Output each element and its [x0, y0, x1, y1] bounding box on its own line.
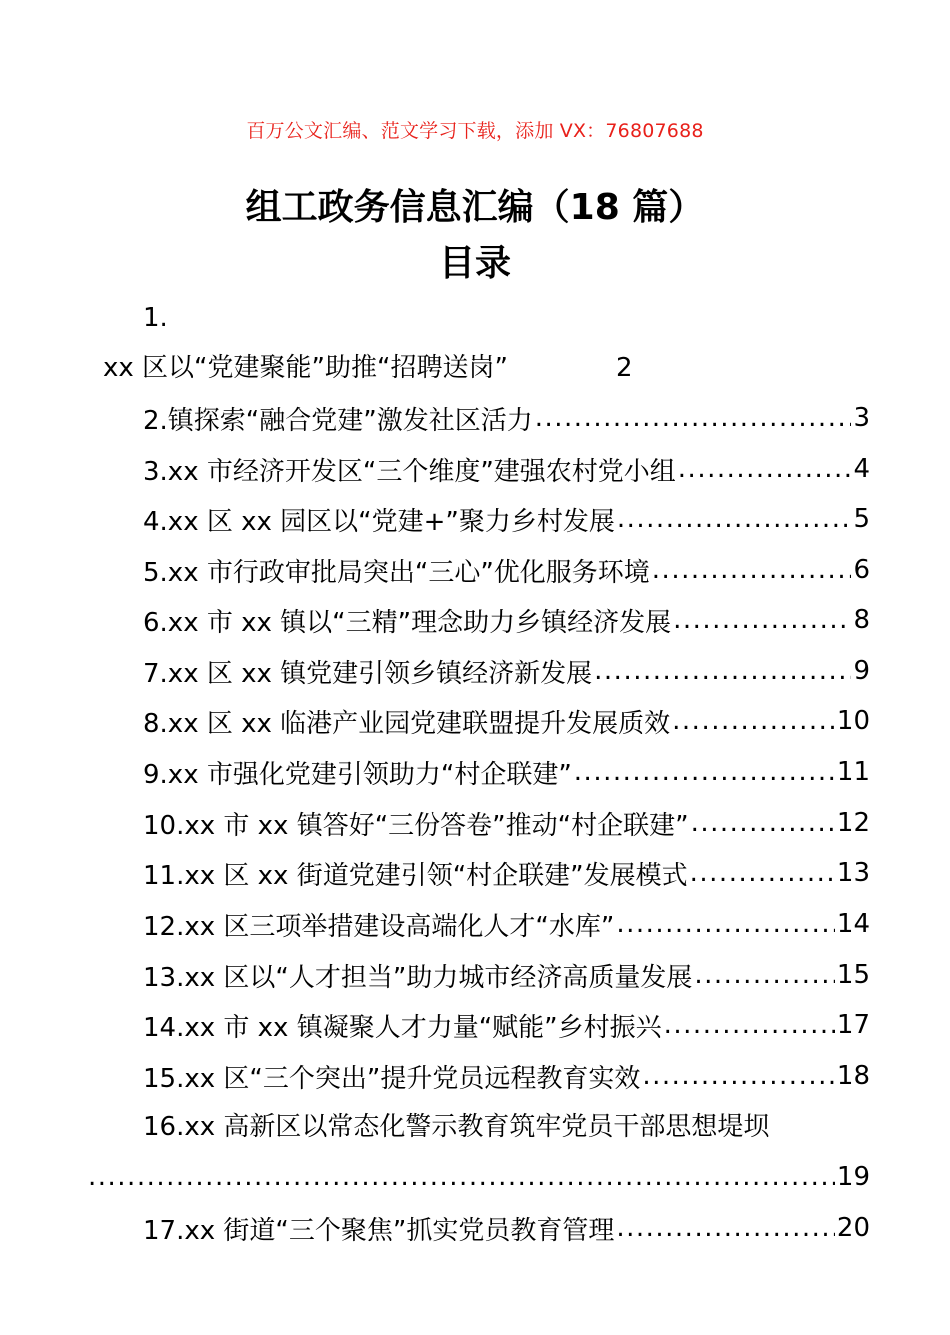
toc-item[interactable] — [143, 752, 870, 792]
toc-leader-dots — [535, 403, 852, 433]
toc-item-page: 12 — [836, 808, 870, 838]
toc-item-1-page: 2 — [616, 353, 633, 383]
toc-leader-dots — [617, 504, 852, 534]
toc-item-label: 9.xx 市强化党建引领助力“村企联建” — [143, 759, 572, 790]
toc-leader-dots — [690, 858, 835, 888]
toc-leader-dots — [691, 808, 835, 838]
toc-item[interactable] — [143, 550, 870, 590]
toc-item-page: 6 — [853, 555, 870, 585]
toc-leader-dots — [642, 1061, 835, 1091]
toc-item-label: 12.xx 区三项举措建设高端化人才“水库” — [143, 911, 615, 942]
toc-item[interactable] — [143, 398, 870, 438]
toc-item-label: 13.xx 区以“人才担当”助力城市经济高质量发展 — [143, 962, 693, 993]
toc-item-16-text[interactable]: 16.xx 高新区以常态化警示教育筑牢党员干部思想堤坝 — [143, 1112, 770, 1142]
toc-item-page: 10 — [836, 706, 870, 736]
toc-item-label: 14.xx 市 xx 镇凝聚人才力量“赋能”乡村振兴 — [143, 1012, 662, 1043]
toc-leader-dots — [88, 1162, 835, 1192]
toc-leader-dots — [672, 706, 835, 736]
toc-item-label: 17.xx 街道“三个聚焦”抓实党员教育管理 — [143, 1215, 615, 1246]
toc-leader-dots — [652, 555, 852, 585]
toc-item-page: 14 — [836, 909, 870, 939]
toc-item[interactable] — [143, 1208, 870, 1248]
toc-item[interactable] — [143, 701, 870, 741]
toc-item-label: 4.xx 区 xx 园区以“党建+”聚力乡村发展 — [143, 506, 615, 537]
toc-item-label: 11.xx 区 xx 街道党建引领“村企联建”发展模式 — [143, 860, 688, 891]
toc-item-page: 18 — [836, 1061, 870, 1091]
toc-item-page: 8 — [853, 605, 870, 635]
toc-item-page: 4 — [853, 454, 870, 484]
toc-leader-dots — [673, 605, 851, 635]
toc-item-page: 5 — [853, 504, 870, 534]
toc-item[interactable] — [143, 1056, 870, 1096]
toc-item-label: 3.xx 市经济开发区“三个维度”建强农村党小组 — [143, 456, 676, 487]
toc-item-16-page: 19 — [836, 1162, 870, 1192]
toc-item[interactable] — [143, 904, 870, 944]
toc-item-label: 15.xx 区“三个突出”提升党员远程教育实效 — [143, 1063, 641, 1094]
toc-item-page: 20 — [836, 1213, 870, 1243]
toc-item-label: 6.xx 市 xx 镇以“三精”理念助力乡镇经济发展 — [143, 607, 672, 638]
document-title: 组工政务信息汇编（18 篇） — [245, 187, 705, 228]
toc-item-label: 8.xx 区 xx 临港产业园党建联盟提升发展质效 — [143, 708, 671, 739]
toc-leader-dots — [694, 960, 835, 990]
toc-leader-dots — [678, 454, 852, 484]
toc-item[interactable] — [143, 1005, 870, 1045]
toc-item-label: 10.xx 市 xx 镇答好“三份答卷”推动“村企联建” — [143, 810, 689, 841]
toc-leader-dots — [574, 757, 835, 787]
toc-item-16-leader-row[interactable] — [88, 1157, 870, 1197]
toc-item[interactable] — [143, 651, 870, 691]
toc-leader-dots — [616, 909, 835, 939]
toc-item-label: 7.xx 区 xx 镇党建引领乡镇经济新发展 — [143, 658, 593, 689]
toc-leader-dots — [616, 1213, 835, 1243]
toc-item[interactable] — [143, 449, 870, 489]
toc-item-page: 17 — [836, 1010, 870, 1040]
toc-item[interactable] — [143, 499, 870, 539]
toc-item-page: 3 — [853, 403, 870, 433]
toc-heading: 目录 — [438, 243, 511, 284]
toc-item[interactable] — [143, 600, 870, 640]
toc-leader-dots — [664, 1010, 835, 1040]
toc-item-label: 5.xx 市行政审批局突出“三心”优化服务环境 — [143, 557, 650, 588]
toc-item[interactable] — [143, 955, 870, 995]
toc-leader-dots — [594, 656, 851, 686]
toc-item[interactable] — [143, 803, 870, 843]
toc-item[interactable] — [143, 853, 870, 893]
toc-item-1-number[interactable]: 1. — [143, 303, 168, 333]
toc-item-1-text[interactable]: xx 区以“党建聚能”助推“招聘送岗” — [103, 353, 508, 383]
watermark-banner: 百万公文汇编、范文学习下载，添加 VX：76807688 — [246, 120, 704, 142]
toc-item-page: 11 — [836, 757, 870, 787]
toc-item-page: 13 — [836, 858, 870, 888]
toc-item-page: 9 — [853, 656, 870, 686]
toc-item-page: 15 — [836, 960, 870, 990]
toc-item-label: 2.镇探索“融合党建”激发社区活力 — [143, 405, 533, 436]
